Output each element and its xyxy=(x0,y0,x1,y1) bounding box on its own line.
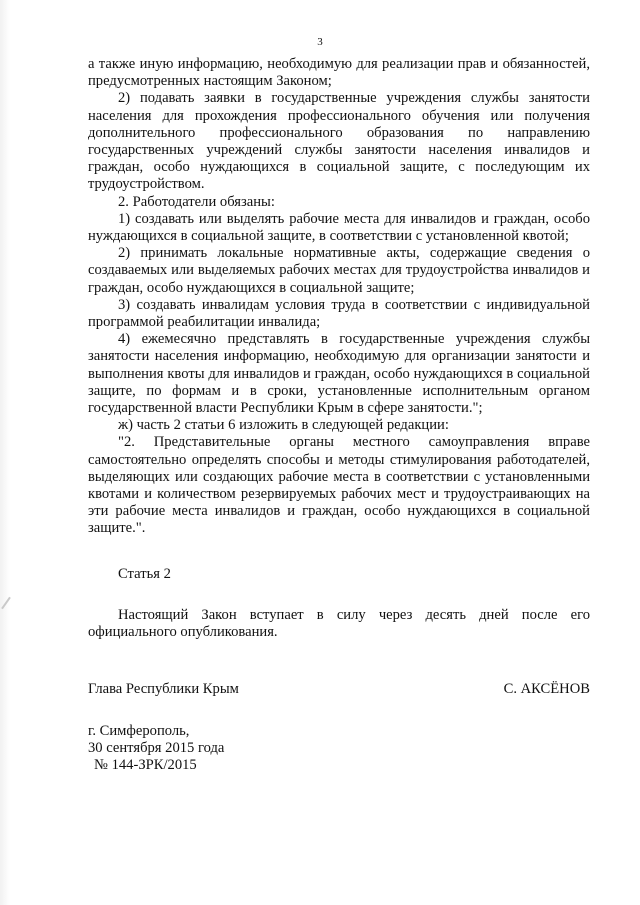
page-number: 3 xyxy=(317,36,323,48)
spacer xyxy=(88,538,590,566)
law-number: № 144-ЗРК/2015 xyxy=(94,756,197,773)
paragraph-employer-item-3: 3) создавать инвалидам условия труда в соответствии с индивидуальной программой реабилитации инвалида; xyxy=(88,296,590,331)
date: 30 сентября 2015 года xyxy=(88,739,225,756)
paragraph-employer-item-1: 1) создавать или выделять рабочие места для инвалидов и граждан, особо нуждающихся в социальной защите, в соответствии с установленной квотой; xyxy=(88,210,590,245)
paragraph-amendment-intro: ж) часть 2 статьи 6 изложить в следующей редакции: xyxy=(118,417,449,434)
city: г. Симферополь, xyxy=(88,722,190,739)
signature-row xyxy=(88,681,590,698)
article-title: Статья 2 xyxy=(118,565,171,582)
signatory-name: С. АКСЁНОВ xyxy=(503,681,590,698)
paragraph-employers-heading: 2. Работодатели обязаны: xyxy=(118,193,275,210)
scan-edge xyxy=(0,0,10,905)
paragraph-continuation: а также иную информацию, необходимую для реализации прав и обязанностей, предусмотренных настоящим Законом; xyxy=(88,56,590,90)
article-text: Настоящий Закон вступает в силу через десять дней после его официального опубликования. xyxy=(88,606,590,641)
spacer xyxy=(88,583,590,607)
document-body xyxy=(88,56,590,774)
paragraph-item-2: 2) подавать заявки в государственные учреждения службы занятости населения для прохождения профессионального обучения или получения дополнительного профессионального образования по направлению государственных учреждений службы занятости населения инвалидов и граждан, особо нуждающихся в социальной защите, с последующим их трудоустройством. xyxy=(88,90,590,193)
place-date-block xyxy=(88,723,590,775)
paragraph-employer-item-4: 4) ежемесячно представлять в государственные учреждения службы занятости населения информацию, необходимую для организации занятости и выполнения квоты для инвалидов и граждан, особо нуждающихся в социальной защите, по формам и в сроки, установленные исполнительным органом государственной власти Республики Крым в сфере занятости."; xyxy=(88,331,590,417)
paragraph-amendment-text: "2. Представительные органы местного самоуправления вправе самостоятельно определять способы и методы стимулирования работодателей, выделяющих или создающих рабочие места в соответствии с установленными квотами и количеством резервируемых рабочих мест и трудоустраивающих на эти рабочие места инвалидов и граждан, особо нуждающихся в социальной защите.". xyxy=(88,434,590,537)
signatory-title: Глава Республики Крым xyxy=(88,681,239,698)
paragraph-employer-item-2: 2) принимать локальные нормативные акты, содержащие сведения о создаваемых или выделяемых рабочих местах для трудоустройства инвалидов и граждан, особо нуждающихся в социальной защите; xyxy=(88,245,590,296)
